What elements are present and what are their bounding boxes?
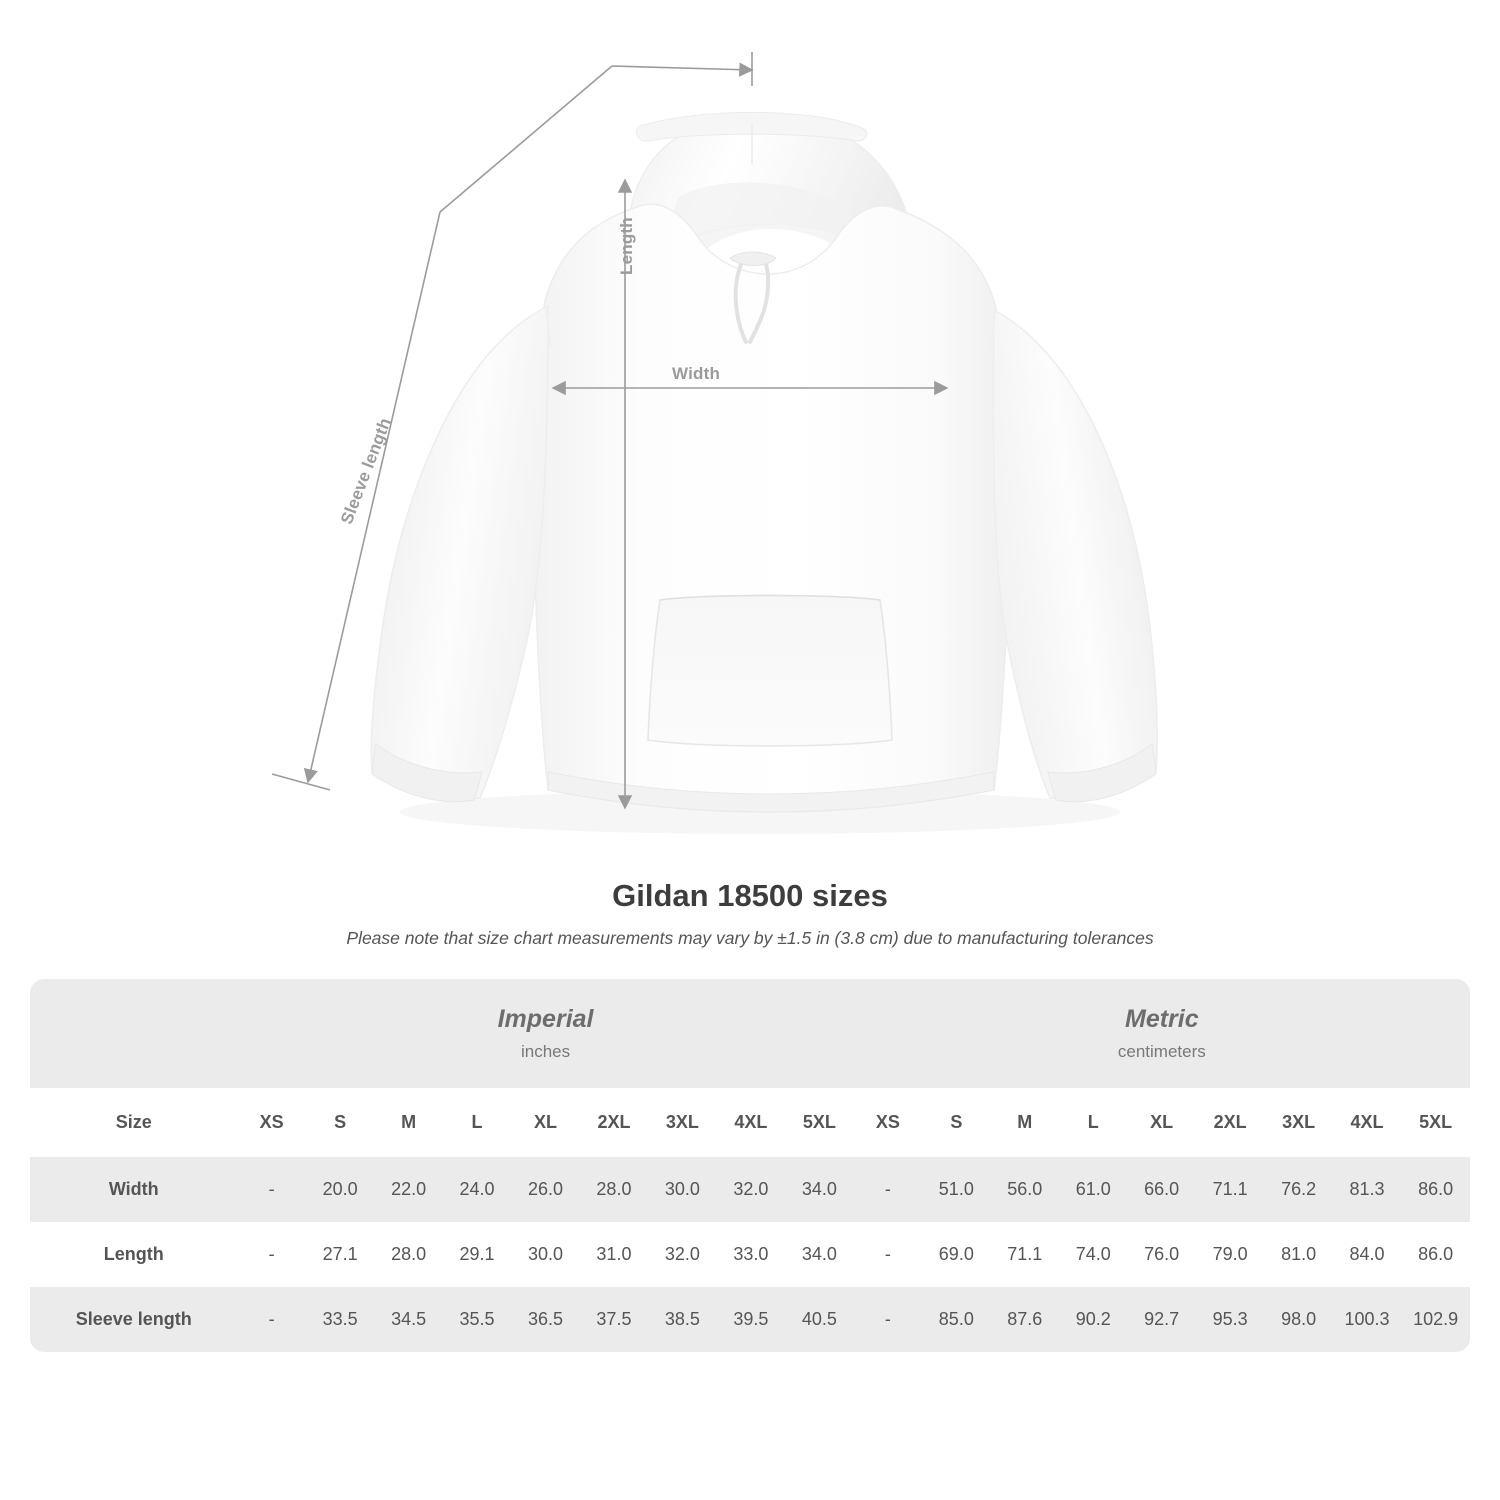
unit-group-imperial-name: Imperial (497, 1005, 594, 1033)
cell-length-imperial-xl: 30.0 (511, 1222, 579, 1287)
cell-sleeve-metric-4xl: 100.3 (1333, 1287, 1401, 1352)
cell-sleeve-imperial-3xl: 38.5 (648, 1287, 716, 1352)
unit-header-corner (30, 979, 237, 1088)
table-row-sleeve-length (30, 1287, 1470, 1352)
width-dimension-label: Width (672, 364, 721, 383)
size-header-imperial-m: M (374, 1088, 442, 1157)
cell-width-imperial-2xl: 28.0 (580, 1157, 648, 1222)
cell-length-metric-l: 74.0 (1059, 1222, 1127, 1287)
unit-group-imperial (237, 979, 853, 1088)
cell-sleeve-metric-s: 85.0 (922, 1287, 990, 1352)
size-header-row (30, 1088, 1470, 1157)
unit-group-metric-sub: centimeters (1117, 1042, 1206, 1061)
cell-sleeve-imperial-s: 33.5 (306, 1287, 374, 1352)
size-header-imperial-2xl: 2XL (580, 1088, 648, 1157)
size-header-metric-4xl: 4XL (1333, 1088, 1401, 1157)
size-header-metric-xs: XS (854, 1088, 922, 1157)
size-header-metric-m: M (991, 1088, 1059, 1157)
cell-length-metric-2xl: 79.0 (1196, 1222, 1264, 1287)
cell-length-metric-s: 69.0 (922, 1222, 990, 1287)
size-header-metric-l: L (1059, 1088, 1127, 1157)
size-header-imperial-xs: XS (237, 1088, 305, 1157)
unit-group-metric-name: Metric (1125, 1005, 1199, 1033)
size-header-imperial-5xl: 5XL (785, 1088, 854, 1157)
size-header-label: Size (30, 1088, 237, 1157)
cell-sleeve-imperial-m: 34.5 (374, 1287, 442, 1352)
cell-length-imperial-2xl: 31.0 (580, 1222, 648, 1287)
cell-length-imperial-5xl: 34.0 (785, 1222, 854, 1287)
size-header-metric-5xl: 5XL (1401, 1088, 1470, 1157)
cell-width-metric-2xl: 71.1 (1196, 1157, 1264, 1222)
cell-length-imperial-s: 27.1 (306, 1222, 374, 1287)
cell-width-imperial-m: 22.0 (374, 1157, 442, 1222)
cell-length-metric-m: 71.1 (991, 1222, 1059, 1287)
cell-width-metric-3xl: 76.2 (1264, 1157, 1332, 1222)
size-header-metric-2xl: 2XL (1196, 1088, 1264, 1157)
size-header-imperial-s: S (306, 1088, 374, 1157)
row-label-width: Width (30, 1157, 237, 1222)
row-label-length: Length (30, 1222, 237, 1287)
cell-length-imperial-l: 29.1 (443, 1222, 511, 1287)
cell-width-metric-m: 56.0 (991, 1157, 1059, 1222)
size-header-imperial-xl: XL (511, 1088, 579, 1157)
title-block (0, 878, 1500, 949)
size-table (30, 979, 1470, 1352)
cell-sleeve-imperial-xs: - (237, 1287, 305, 1352)
cell-sleeve-metric-xl: 92.7 (1127, 1287, 1195, 1352)
cell-length-imperial-3xl: 32.0 (648, 1222, 716, 1287)
cell-length-imperial-4xl: 33.0 (717, 1222, 785, 1287)
cell-sleeve-imperial-2xl: 37.5 (580, 1287, 648, 1352)
cell-sleeve-imperial-xl: 36.5 (511, 1287, 579, 1352)
cell-width-imperial-4xl: 32.0 (717, 1157, 785, 1222)
size-header-metric-xl: XL (1127, 1088, 1195, 1157)
cell-width-metric-xl: 66.0 (1127, 1157, 1195, 1222)
cell-width-imperial-xs: - (237, 1157, 305, 1222)
cell-sleeve-metric-xs: - (854, 1287, 922, 1352)
cell-width-imperial-l: 24.0 (443, 1157, 511, 1222)
cell-width-metric-5xl: 86.0 (1401, 1157, 1470, 1222)
cell-width-imperial-5xl: 34.0 (785, 1157, 854, 1222)
size-header-imperial-4xl: 4XL (717, 1088, 785, 1157)
cell-sleeve-imperial-5xl: 40.5 (785, 1287, 854, 1352)
cell-length-imperial-m: 28.0 (374, 1222, 442, 1287)
row-label-sleeve-length: Sleeve length (30, 1287, 237, 1352)
cell-length-metric-4xl: 84.0 (1333, 1222, 1401, 1287)
tolerance-note: Please note that size chart measurements may vary by ±1.5 in (3.8 cm) due to manufacturing tolerances (346, 928, 1154, 948)
cell-width-metric-xs: - (854, 1157, 922, 1222)
cell-width-imperial-xl: 26.0 (511, 1157, 579, 1222)
cell-sleeve-imperial-4xl: 39.5 (717, 1287, 785, 1352)
size-header-metric-3xl: 3XL (1264, 1088, 1332, 1157)
page-title: Gildan 18500 sizes (612, 878, 888, 913)
cell-length-metric-xs: - (854, 1222, 922, 1287)
cell-width-imperial-3xl: 30.0 (648, 1157, 716, 1222)
cell-width-metric-l: 61.0 (1059, 1157, 1127, 1222)
cell-sleeve-metric-2xl: 95.3 (1196, 1287, 1264, 1352)
unit-group-imperial-sub: inches (520, 1042, 571, 1061)
cell-sleeve-metric-5xl: 102.9 (1401, 1287, 1470, 1352)
cell-length-imperial-xs: - (237, 1222, 305, 1287)
size-header-metric-s: S (922, 1088, 990, 1157)
cell-length-metric-3xl: 81.0 (1264, 1222, 1332, 1287)
cell-sleeve-imperial-l: 35.5 (443, 1287, 511, 1352)
cell-width-metric-s: 51.0 (922, 1157, 990, 1222)
size-header-imperial-3xl: 3XL (648, 1088, 716, 1157)
size-header-imperial-l: L (443, 1088, 511, 1157)
size-table-wrapper (30, 979, 1470, 1352)
table-row-width (30, 1157, 1470, 1222)
sleeve-length-dimension-label: Sleeve length (337, 415, 395, 527)
cell-sleeve-metric-3xl: 98.0 (1264, 1287, 1332, 1352)
table-row-length (30, 1222, 1470, 1287)
cell-sleeve-metric-l: 90.2 (1059, 1287, 1127, 1352)
cell-sleeve-metric-m: 87.6 (991, 1287, 1059, 1352)
unit-group-metric (854, 979, 1470, 1088)
cell-width-imperial-s: 20.0 (306, 1157, 374, 1222)
cell-length-metric-5xl: 86.0 (1401, 1222, 1470, 1287)
unit-header-row (30, 979, 1470, 1088)
cell-length-metric-xl: 76.0 (1127, 1222, 1195, 1287)
cell-width-metric-4xl: 81.3 (1333, 1157, 1401, 1222)
length-dimension-label: Length (617, 217, 636, 275)
